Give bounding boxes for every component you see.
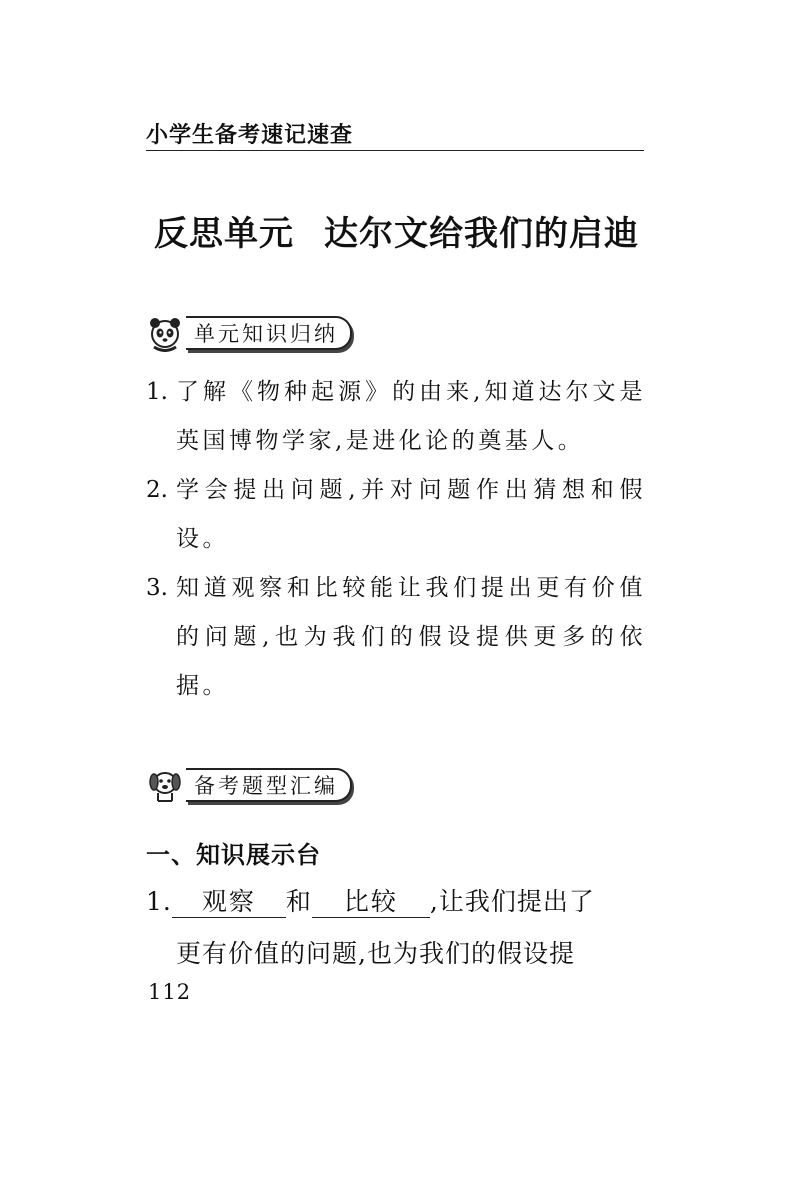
item-text: 学会提出问题,并对问题作出猜想和假设。 [176,477,646,552]
list-item [146,564,646,711]
exercise-heading: 一、知识展示台 [146,841,321,869]
header-rule [146,150,644,151]
section-banner-summary [146,314,352,352]
knowledge-list [146,368,646,711]
question-text: ,让我们提出了 [429,887,595,916]
section-banner-label: 单元知识归纳 [186,316,352,350]
item-number: 1. [146,379,168,405]
answer-blank-1: 观察 [172,887,286,918]
item-text: 知道观察和比较能让我们提出更有价值的问题,也为我们的假设提供更多的依据。 [176,575,646,699]
question-connector: 和 [285,887,312,916]
unit-title [154,206,654,255]
question-number: 1. [146,887,172,916]
question-continuation: 更有价值的问题,也为我们的假设提 [176,939,575,968]
item-number: 2. [146,477,168,503]
section-banner-exercises [146,766,352,804]
item-text: 了解《物种起源》的由来,知道达尔文是英国博物学家,是进化论的奠基人。 [176,379,646,454]
page-number: 112 [148,980,192,1004]
item-number: 3. [146,575,168,601]
title-unit-label: 反思单元 [154,214,294,254]
question-1 [146,876,646,980]
answer-blank-2: 比较 [312,887,430,918]
list-item [146,368,646,466]
panda-icon [146,314,184,352]
question-line [146,876,646,928]
section-banner-label: 备考题型汇编 [186,768,352,802]
title-lesson-name: 达尔文给我们的启迪 [324,214,639,254]
running-header: 小学生备考速记速查 [146,123,354,148]
puppy-icon [146,766,184,804]
list-item [146,466,646,564]
